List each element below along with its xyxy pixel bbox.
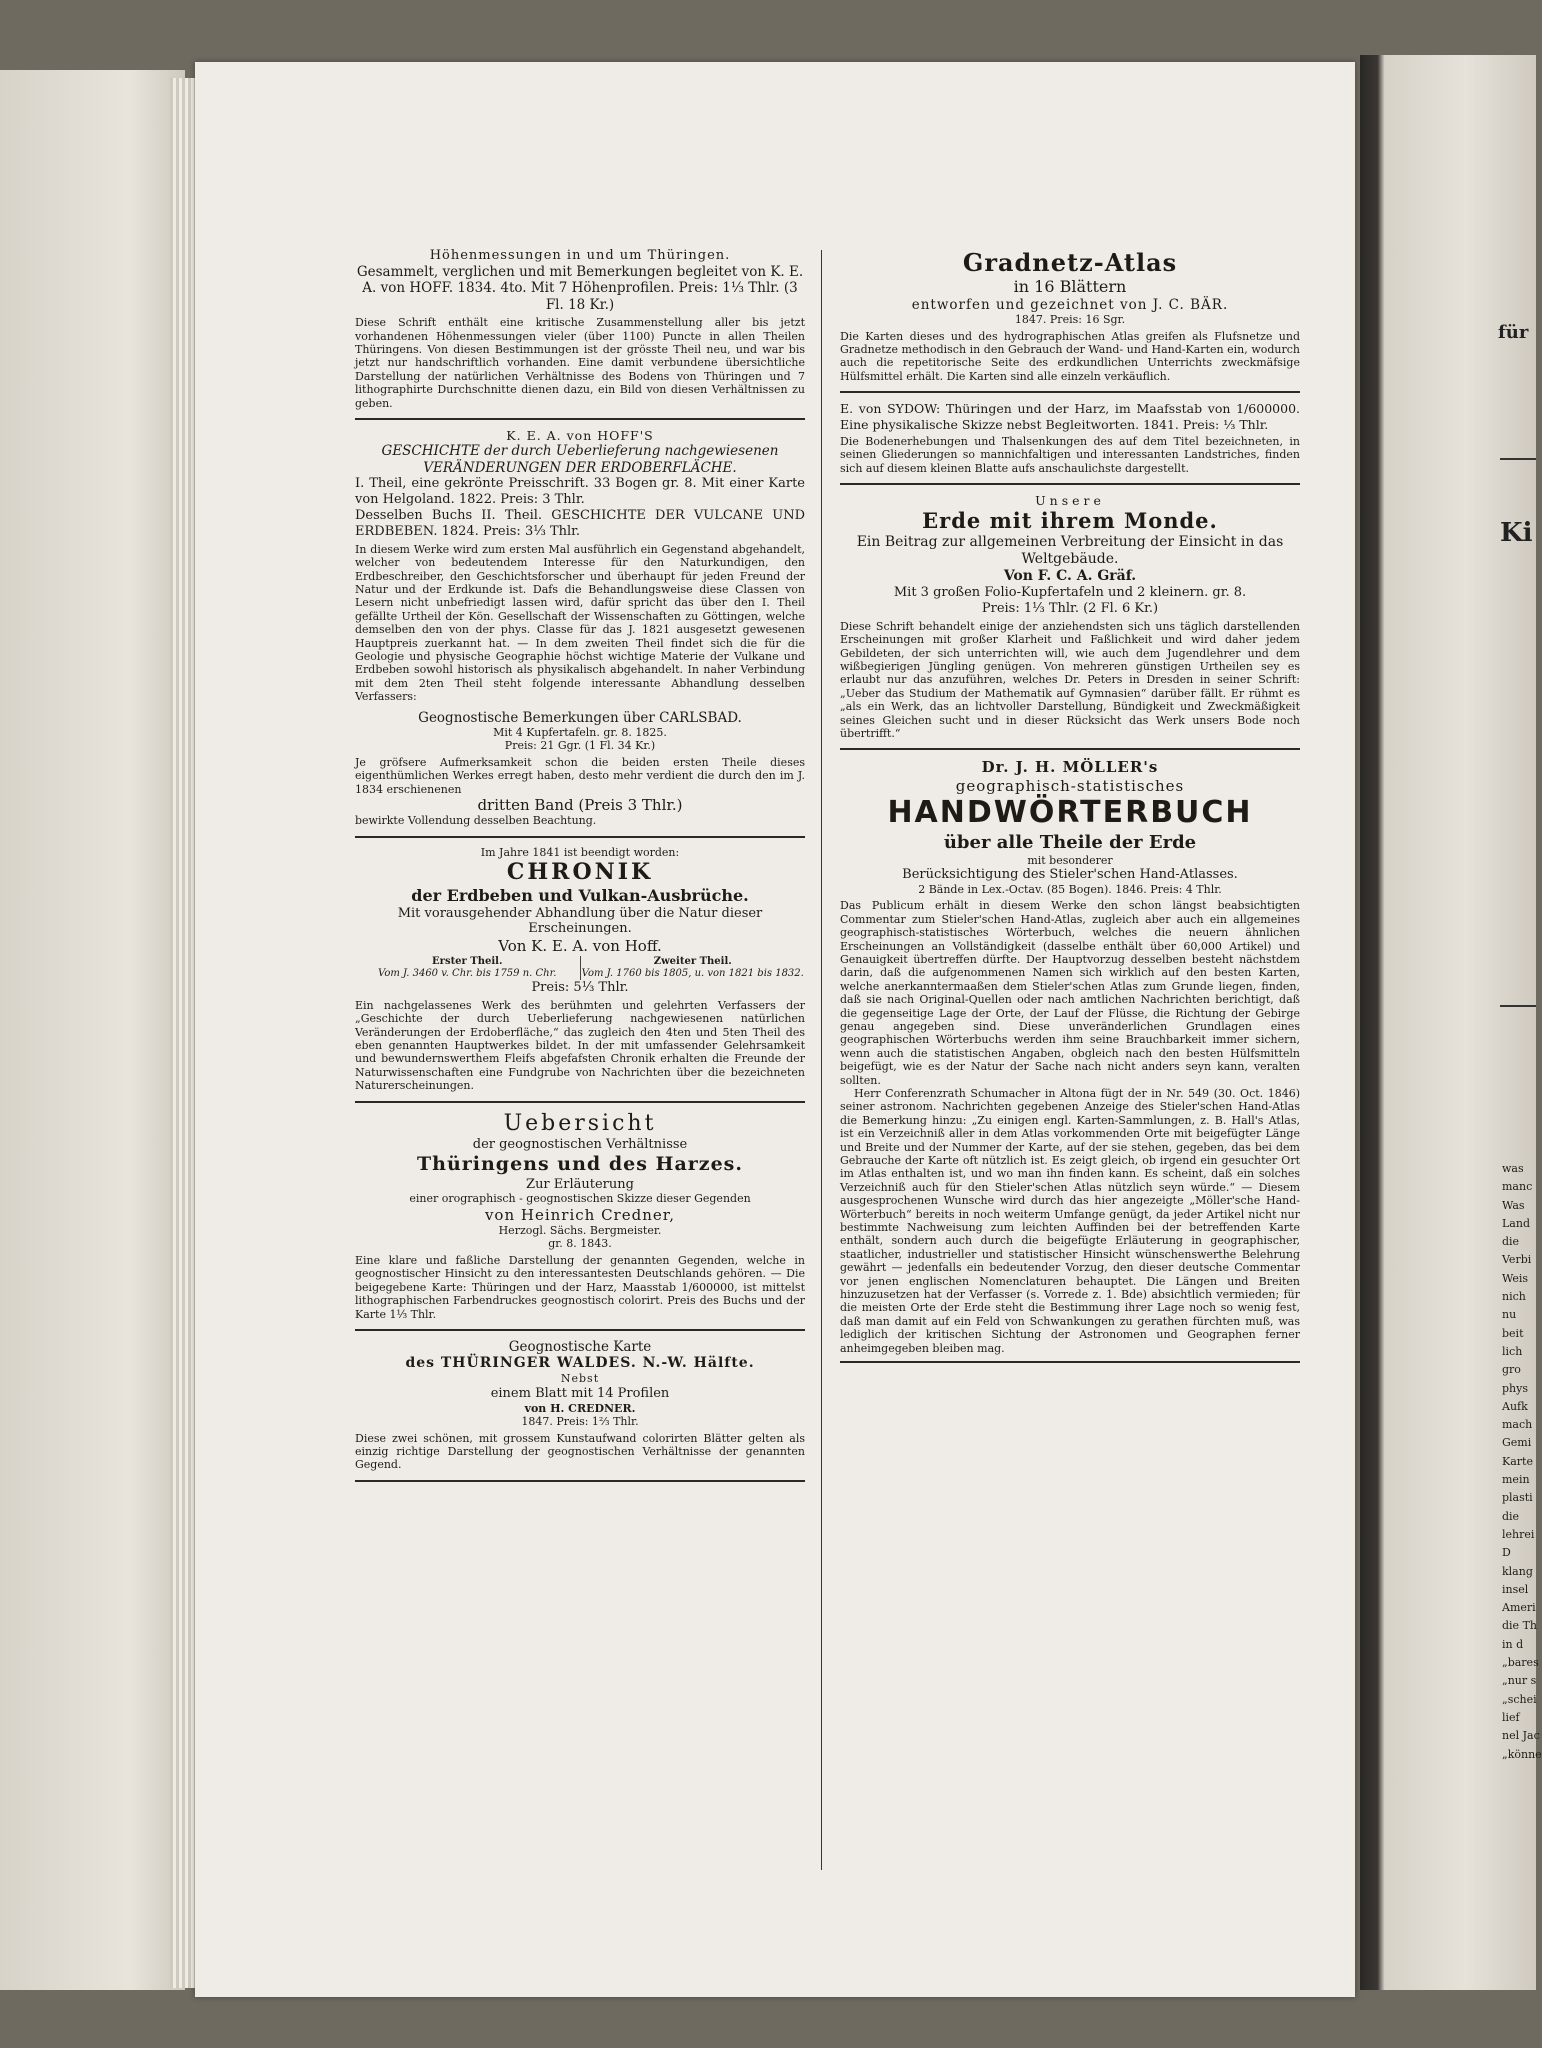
column-divider xyxy=(821,250,822,1870)
right-page-fragment-line: lich xyxy=(1502,1344,1523,1358)
ad-geschichte-hoff xyxy=(355,424,805,838)
right-page-fragment-line: nel Jac xyxy=(1502,1729,1540,1743)
ad-author: Von F. C. A. Gräf. xyxy=(1003,568,1137,585)
ad-geognostische-karte xyxy=(355,1335,805,1482)
ad-hoehenmessungen xyxy=(355,244,805,420)
ad-line2: einem Blatt mit 14 Profilen xyxy=(490,1385,670,1401)
part-1-range: Vom J. 3460 v. Chr. bis 1759 n. Chr. xyxy=(378,967,557,979)
ad-line1: geographisch-statistisches xyxy=(955,776,1185,795)
part-1 xyxy=(355,956,580,980)
ad-intro: Im Jahre 1841 ist beendigt worden: xyxy=(480,845,680,859)
right-page-fragment-line: manc xyxy=(1502,1180,1533,1194)
part-2-title: Zweiter Theil. xyxy=(653,955,732,967)
ad-author: von Heinrich Credner, xyxy=(484,1205,676,1224)
ad-title: Geognostische Karte xyxy=(508,1338,652,1355)
right-page-rule-2 xyxy=(1500,1005,1536,1007)
right-page-fragment-line: D xyxy=(1502,1546,1511,1560)
right-page-fragment-line: Gemi xyxy=(1502,1436,1532,1450)
ad-title: GESCHICHTE der durch Ueberlieferung nachgewiesenen VERÄNDERUNGEN DER ERDOBERFLÄCHE. xyxy=(381,443,779,476)
right-page-fragment-line: Karte xyxy=(1502,1454,1533,1468)
right-page-fragment-line: Was xyxy=(1502,1198,1525,1212)
right-page-fragment-line: insel xyxy=(1502,1582,1529,1596)
ad-body1: Das Publicum erhält in diesem Werke den schon längst beabsichtigten Commentar zum Stieler'schen Hand-Atlas, zugleich aber auch ein allgemeines geographisch-statistisches Wörterbuch, welches die neuern ähnlichen Erscheinungen an Vollständigkeit (dasselbe enthält über 60,000 Artikel) und Genauigkeit übertreffen dürfte. Der Hauptvorzug desselben besteht nächstdem darin, daß die aufgenommenen Namen sich wirklich auf den besten Karten, welche anerkanntermaaßen dem Stieler'schen Atlas zum Grunde liegen, finden, daß sie nach Original-Quellen oder nach amtlichen Nachrichten berichtigt, daß die gegenseitige Lage der Orte, der Lauf der Flüsse, die Richtung der Gebirge genau angegeben sind. Diese unveränderlichen Grundlagen eines geographischen Wörterbuchs werden ihm seine Brauchbarkeit immer sichern, wenn auch die statistischen Angaben, obgleich nach den besten Hülfsmitteln beigefügt, wie es der Natur der Sache nach nicht anders seyn kann, veralten sollten. xyxy=(840,899,1300,1087)
ad-subtitle: der Erdbeben und Vulkan-Ausbrüche. xyxy=(411,886,749,906)
ad-band-tail: bewirkte Vollendung desselben Beachtung. xyxy=(355,814,597,828)
ad-subtitle: Gesammelt, verglichen und mit Bemerkungen begleitet von K. E. A. von HOFF. 1834. 4to. Mit 7 Höhenprofilen. Preis: 1⅓ Thlr. (3 Fl. 18 Kr.) xyxy=(356,263,804,313)
ad-desc: Mit vorausgehender Abhandlung über die Natur dieser Erscheinungen. xyxy=(397,905,763,937)
ad-price: 1847. Preis: 1⅔ Thlr. xyxy=(521,1415,639,1429)
ad-body: Diese zwei schönen, mit grossem Kunstaufwand colorirten Blätter gelten als einzig richtige Darstellung der geognostischen Verhältnisse der genannten Gegend. xyxy=(355,1431,805,1472)
right-page-fragment-line: nich xyxy=(1502,1290,1526,1304)
ad-title: CHRONIK xyxy=(506,859,654,886)
ad-price: Preis: 1⅓ Thlr. (2 Fl. 6 Kr.) xyxy=(981,600,1159,616)
ad-body: Ein nachgelassenes Werk des berühmten und gelehrten Verfassers der „Geschichte der durch Ueberlieferung nachgewiesenen natürlichen Veränderungen der Erdoberfläche,“ das zugleich den 4ten und 5ten Theil des eben genannten Hauptwerkes bildet. In der mit umfassender Gelehrsamkeit und bewundernswerthem Fleifs abgefafsten Chronik erhalten die Freunde der Naturwissenschaften eine Fundgrube von Nachrichten über die bezeichneten Naturerscheinungen. xyxy=(355,998,805,1093)
ad-author: Von K. E. A. von Hoff. xyxy=(498,937,662,956)
ad-subtitle: in 16 Blättern xyxy=(1013,277,1127,297)
ad-uebersicht xyxy=(355,1107,805,1331)
right-page-fragment-line: gro xyxy=(1502,1363,1521,1377)
ad-chronik xyxy=(355,842,805,1103)
right-page-rule xyxy=(1500,458,1536,460)
right-page-heading: Ki xyxy=(1500,518,1533,548)
ad-line1: der geognostischen Verhältnisse xyxy=(472,1137,688,1153)
right-page-top-word: für xyxy=(1498,322,1529,343)
right-page-fragment-line: Aufk xyxy=(1502,1399,1528,1413)
right-page-fragment-line: mein xyxy=(1502,1473,1530,1487)
right-page-fragment-line: Ameri xyxy=(1502,1601,1536,1615)
ad-subtitle: Ein Beitrag zur allgemeinen Verbreitung der Einsicht in das Weltgebäude. xyxy=(856,533,1284,567)
ad-band: dritten Band (Preis 3 Thlr.) xyxy=(477,796,683,815)
ad-body: Eine klare und faßliche Darstellung der genannten Gegenden, welche in geognostischer Hinsicht zu den interessantesten Deutschlands gehören. — Die beigegebene Karte: Thüringen und der Harz, Maasstab 1/600000, ist mittelst lithographischen Farbendruckes geognostisch colorirt. Preis des Buchs und der Karte 1⅓ Thlr. xyxy=(355,1253,805,1321)
ad-line2: Thüringens und des Harzes. xyxy=(417,1153,743,1176)
right-page-fragment-line: plasti xyxy=(1502,1491,1533,1505)
ad-author: von H. CREDNER. xyxy=(524,1401,636,1415)
right-page-fragment-line: „bares xyxy=(1502,1656,1539,1670)
right-page-fragment-line: die xyxy=(1502,1509,1520,1523)
ad-sub-line2: Preis: 21 Ggr. (1 Fl. 34 Kr.) xyxy=(504,739,656,753)
document-page xyxy=(195,62,1355,1997)
ad-role: Herzogl. Sächs. Bergmeister. xyxy=(498,1224,662,1238)
left-column xyxy=(355,244,805,1486)
ad-part2: Desselben Buchs II. Theil. GESCHICHTE DER VULCANE UND ERDBEBEN. 1824. Preis: 3⅓ Thlr. xyxy=(355,508,805,539)
ad-body: Diese Schrift enthält eine kritische Zusammenstellung aller bis jetzt vorhandenen Höhenmessungen vieler (über 1100) Puncte in allen Theilen Thüringens. Von diesen Bestimmungen ist der grösste Theil neu, und war bis jetzt nur handschriftlich vorhanden. Eine damit verbundene übersichtliche Darstellung der natürlichen Verhältnisse des Bodens von Thüringen und 7 lithographirte Durchschnitte dienen dazu, ein Bild von diesen Verhältnissen zu geben. xyxy=(355,316,805,410)
ad-parts xyxy=(355,956,805,980)
right-page-text-fragments xyxy=(1502,1160,1542,1764)
ad-author: Dr. J. H. MÖLLER's xyxy=(981,758,1159,777)
ad-body: Die Karten dieses und des hydrographischen Atlas greifen als Flufsnetze und Gradnetze methodisch in den Gebrauch der Wand- und Hand-Karten ein, wodurch auch die repetitorische Seite des erdkundlichen Unterrichts zweckmäfsige Hülfsmittel erhält. Die Karten sind alle einzeln verkäuflich. xyxy=(840,329,1300,383)
right-page-fragment-line: lief xyxy=(1502,1710,1520,1724)
ad-title: Höhenmessungen in und um Thüringen. xyxy=(429,248,731,263)
right-page-fragment-line: phys xyxy=(1502,1381,1528,1395)
ad-sydow xyxy=(840,397,1300,485)
ad-pre: Unsere xyxy=(1035,493,1105,508)
ad-sub-body: Je gröfsere Aufmerksamkeit schon die beiden ersten Theile dieses eigenthümlichen Werkes erregt haben, desto mehr verdient die durch den im J. 1834 erschienenen xyxy=(355,755,805,796)
ad-line3: Berücksichtigung des Stieler'schen Hand-Atlasses. xyxy=(902,867,1238,883)
ad-title: HANDWÖRTERBUCH xyxy=(887,795,1253,831)
left-facing-page xyxy=(0,70,185,1990)
ad-author: K. E. A. von HOFF'S xyxy=(506,428,654,444)
ad-handwoerterbuch xyxy=(840,754,1300,1371)
ad-title: E. von SYDOW: Thüringen und der Harz, im Maafsstab von 1/600000. Eine physikalische Skizze nebst Begleitworten. 1841. Preis: ⅓ Thlr. xyxy=(840,401,1300,432)
ad-line4: einer orographisch - geognostischen Skizze dieser Gegenden xyxy=(409,1192,751,1206)
ad-erde-mond xyxy=(840,489,1300,750)
ad-nebst: Nebst xyxy=(560,1372,600,1386)
ad-sub-title: Geognostische Bemerkungen über CARLSBAD. xyxy=(418,709,742,726)
right-page-fragment-line: mach xyxy=(1502,1418,1533,1432)
right-page-fragment-line: „nur s xyxy=(1502,1674,1537,1688)
ad-line1: des THÜRINGER WALDES. N.-W. Hälfte. xyxy=(405,1355,755,1372)
ad-body: Diese Schrift behandelt einige der anziehendsten sich uns täglich darstellenden Erscheinungen mit großer Klarheit und Faßlichkeit und wird daher jedem Gebildeten, der sich unterrichten will, wie auch dem Jugendlehrer und dem wißbegierigen Jüngling genügen. Von mehreren günstigen Urtheilen sey es erlaubt nur das anzuführen, welches Dr. Peters in Dresden in seiner Schrift: „Ueber das Studium der Mathematik auf Gymnasien“ darüber fällt. Er rühmt es „als ein Werk, das an lichtvoller Darstellung, Bündigkeit und Zweckmäßigkeit seines Gleichen sucht und in dieser Rücksicht das Werk unsers Bode noch übertrifft.“ xyxy=(840,619,1300,741)
ad-body: Die Bodenerhebungen und Thalsenkungen des auf dem Titel bezeichneten, in seinen Gliederungen so mannichfaltigen und interessanten Landstriches, finden sich auf diesem kleinen Blatte aufs anschaulichste dargestellt. xyxy=(840,434,1300,475)
right-page-fragment-line: was xyxy=(1502,1162,1524,1175)
ad-title: Gradnetz-Atlas xyxy=(962,248,1178,277)
right-column xyxy=(840,244,1300,1375)
ad-author: entworfen und gezeichnet von J. C. BÄR. xyxy=(911,296,1229,313)
ad-title: Uebersicht xyxy=(503,1110,657,1136)
ad-edition: gr. 8. 1843. xyxy=(548,1237,612,1251)
right-page-fragment-line: in d xyxy=(1502,1637,1524,1651)
right-page-fragment-line: beit xyxy=(1502,1326,1524,1340)
ad-line2: mit besonderer xyxy=(1027,853,1113,867)
ad-body: In diesem Werke wird zum ersten Mal ausführlich ein Gegenstand abgehandelt, welcher von bedeutendem Interesse für den Naturkundigen, den Erdbeschreiber, den Geschichtsforscher und überhaupt für jeden Freund der Natur und der Erdkunde ist. Dafs die Behandlungsweise diese Classen von Lesern nicht unbefriedigt lassen wird, dafür spricht das über den I. Theil gefällte Urtheil der Kön. Gesellschaft der Wissenschaften zu Göttingen, welche demselben den von der phys. Classe für das J. 1821 ausgesetzt gewesenen Hauptpreis zuerkannt hat. — In dem zweiten Theil findet sich die für die Geologie und physische Geographie höchst wichtige Materie der Vulkane und Erdbeben sowohl historisch als physikalisch abgehandelt. In naher Verbindung mit dem 2ten Theil steht folgende interessante Abhandlung desselben Verfassers: xyxy=(355,542,805,704)
ad-part1: I. Theil, eine gekrönte Preisschrift. 33 Bogen gr. 8. Mit einer Karte von Helgoland. 1822. Preis: 3 Thlr. xyxy=(355,476,805,508)
right-page-fragment-line: nu xyxy=(1502,1308,1517,1322)
right-page-fragment-line: „könne xyxy=(1502,1747,1542,1761)
right-page-fragment-line: lehrei xyxy=(1502,1527,1535,1541)
ad-price: Preis: 5⅓ Thlr. xyxy=(531,979,629,995)
ad-price: 2 Bände in Lex.-Octav. (85 Bogen). 1846. Preis: 4 Thlr. xyxy=(918,882,1222,896)
part-2-range: Vom J. 1760 bis 1805, u. von 1821 bis 1832. xyxy=(581,967,804,979)
right-page-fragment-line: Weis xyxy=(1502,1271,1529,1285)
right-page-fragment-line: die xyxy=(1502,1235,1520,1249)
ad-line3: Zur Erläuterung xyxy=(526,1176,634,1192)
ad-subtitle: über alle Theile der Erde xyxy=(943,831,1197,853)
ad-price: 1847. Preis: 16 Sgr. xyxy=(1014,313,1126,327)
right-page-fragment-line: Verbi xyxy=(1502,1253,1532,1267)
right-page-fragment-line: „schei xyxy=(1502,1692,1537,1706)
ad-sub-line1: Mit 4 Kupfertafeln. gr. 8. 1825. xyxy=(493,726,667,740)
right-page-fragment-line: Land xyxy=(1502,1216,1530,1230)
part-1-title: Erster Theil. xyxy=(432,955,503,967)
closing-rule xyxy=(840,1361,1300,1363)
part-2 xyxy=(580,956,806,980)
right-page-fragment-line: die Th xyxy=(1502,1619,1537,1633)
ad-line1: Mit 3 großen Folio-Kupfertafeln und 2 kleinern. gr. 8. xyxy=(893,585,1247,601)
right-page-fragment-line: klang xyxy=(1502,1564,1533,1578)
ad-title: Erde mit ihrem Monde. xyxy=(922,508,1218,534)
ad-gradnetz-atlas xyxy=(840,244,1300,393)
ad-body2: Herr Conferenzrath Schumacher in Altona fügt der in Nr. 549 (30. Oct. 1846) seiner astronom. Nachrichten gegebenen Anzeige des Stieler'schen Hand-Atlas die Bemerkung hinzu: „Zu einigen engl. Karten-Sammlungen, z. B. Hall's Atlas, ist ein Verzeichniß aller in dem Atlas vorkommenden Orte mit beigefügter Länge und Breite und der Nummer der Karte, auf der sie stehen, gegeben, das bei dem Gebrauche der Karte oft nützlich ist. Es zeigt gleich, ob irgend ein gesuchter Ort im Atlas enthalten ist, und wo man ihn finden kann. Es scheint, daß ein solches Verzeichniß auch für den Stieler'schen Atlas nützlich seyn würde.“ — Diesem ausgesprochenen Wunsche wird durch das hier angezeigte „Möller'sche Hand-Wörterbuch“ bereits in noch weiterm Umfange genügt, da jeder Artikel nicht nur bestimmte Nachweisung zum leichten Auffinden bei der betreffenden Karte enthält, sondern auch durch die beigefügte Erläuterung in geographischer, staatlicher, industrieller und statistischer Hinsicht wünschenswerthe Belehrung gewährt — jedenfalls ein bedeutender Vorzug, den dieser deutsche Commentar vor jenen englischen Nomenclaturen behauptet. Die Längen und Breiten hinzuzusetzen hat der Verfasser (s. Vorrede z. 1. Bde) absichtlich vermieden; für die meisten Orte der Erde steht die Bestimmung ihrer Lage noch so wenig fest, daß man damit auf ein Feld von Schwankungen zu gerathen fürchten muß, was lediglich der kritischen Sichtung der Astronomen und Geographen ferner anheimgegeben bleiben mag. xyxy=(840,1086,1300,1355)
